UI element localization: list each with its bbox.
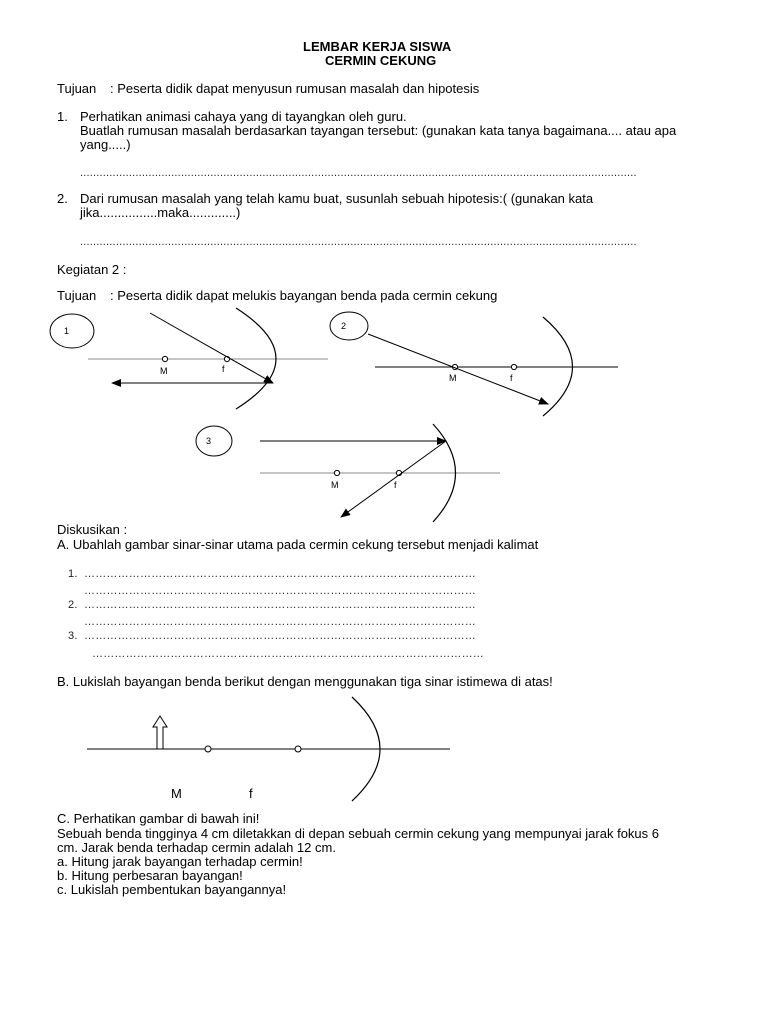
part-b-instruction: B. Lukislah bayangan benda berikut dengan menggunakan tiga sinar istimewa di atas! — [57, 674, 553, 689]
part-c-question: a. Hitung jarak bayangan terhadap cermin! — [57, 854, 303, 869]
q2-line: jika................maka.............) — [80, 205, 241, 220]
diagram-number: 1 — [64, 326, 70, 336]
label-f: f — [249, 786, 253, 801]
label-M: M — [160, 366, 168, 376]
discussion-heading: Diskusikan : — [57, 522, 128, 537]
answer-line[interactable]: …………………………………………………………………………………………… — [84, 568, 476, 580]
diagram-b — [87, 697, 450, 801]
diagram-number: 3 — [206, 436, 212, 446]
diagram-number-circle — [330, 312, 368, 340]
diagram-number-circle — [196, 426, 232, 456]
q1-line: Perhatikan animasi cahaya yang di tayangkan oleh guru. — [80, 109, 407, 124]
point-M — [162, 356, 167, 361]
incident-ray — [368, 334, 548, 404]
tujuan-text: : Peserta didik dapat menyusun rumusan masalah dan hipotesis — [110, 81, 480, 96]
diagram-3 — [196, 424, 500, 522]
object-arrow — [153, 716, 167, 749]
q1-answer-line[interactable]: ........................................................................................................................................................................... — [80, 167, 637, 179]
part-c-line: Sebuah benda tingginya 4 cm diletakkan di depan sebuah cermin cekung yang mempunyai jarak fokus 6 — [57, 826, 659, 841]
diagram-1 — [50, 308, 328, 409]
part-c-line: cm. Jarak benda terhadap cermin adalah 12 cm. — [57, 840, 336, 855]
label-M: M — [331, 480, 339, 490]
q1-line: yang.....) — [80, 137, 131, 152]
answer-line[interactable]: …………………………………………………………………………………………… — [84, 585, 476, 597]
item-number: 2. — [68, 599, 78, 611]
part-c-question: b. Hitung perbesaran bayangan! — [57, 868, 243, 883]
q2-number: 2. — [57, 191, 68, 206]
tujuan-label: Tujuan — [57, 81, 97, 96]
incident-ray — [150, 313, 273, 383]
diagram-number: 2 — [341, 321, 347, 331]
diagram-number-circle — [50, 314, 94, 348]
reflected-ray — [341, 441, 446, 517]
page-title: LEMBAR KERJA SISWA — [303, 39, 452, 54]
part-c-line: C. Perhatikan gambar di bawah ini! — [57, 811, 260, 826]
answer-line[interactable]: …………………………………………………………………………………………… — [92, 648, 484, 660]
label-f: f — [510, 373, 513, 383]
label-f: f — [222, 364, 225, 374]
answer-line[interactable]: …………………………………………………………………………………………… — [84, 599, 476, 611]
item-number: 1. — [68, 568, 78, 580]
q1-number: 1. — [57, 109, 68, 124]
point-f — [511, 364, 516, 369]
page-subtitle: CERMIN CEKUNG — [325, 53, 437, 68]
part-c-question: c. Lukislah pembentukan bayangannya! — [57, 882, 287, 897]
diagram-2 — [330, 312, 618, 416]
answer-line[interactable]: …………………………………………………………………………………………… — [84, 630, 476, 642]
answer-line[interactable]: …………………………………………………………………………………………… — [84, 616, 476, 628]
item-number: 3. — [68, 630, 78, 642]
q1-line: Buatlah rumusan masalah berdasarkan tayangan tersebut: (gunakan kata tanya bagaimana.... atau apa — [80, 123, 677, 138]
tujuan-text: : Peserta didik dapat melukis bayangan benda pada cermin cekung — [110, 288, 498, 303]
point-M — [334, 470, 339, 475]
point-M — [205, 746, 211, 752]
q2-line: Dari rumusan masalah yang telah kamu buat, susunlah sebuah hipotesis:( (gunakan kata — [80, 191, 594, 206]
tujuan-label: Tujuan — [57, 288, 97, 303]
label-M: M — [171, 786, 182, 801]
discussion-instruction: A. Ubahlah gambar sinar-sinar utama pada cermin cekung tersebut menjadi kalimat — [57, 537, 539, 552]
label-f: f — [394, 480, 397, 490]
label-M: M — [449, 373, 457, 383]
q2-answer-line[interactable]: ........................................................................................................................................................................... — [80, 236, 637, 248]
point-f — [295, 746, 301, 752]
section-heading: Kegiatan 2 : — [57, 262, 127, 277]
